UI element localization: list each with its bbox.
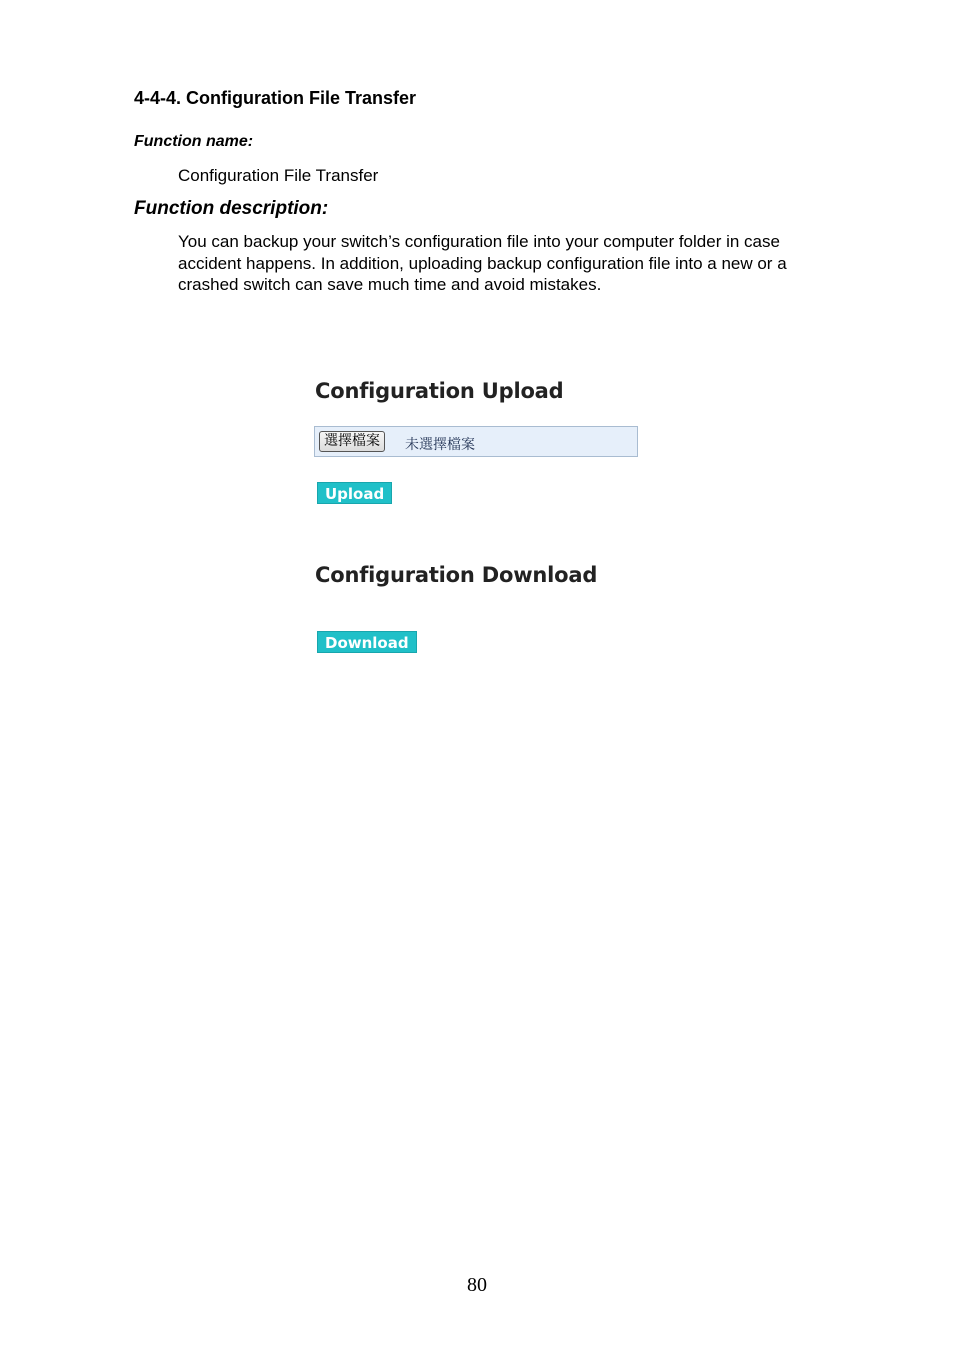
upload-heading: Configuration Upload [315,379,564,403]
no-file-selected-text: 未選擇檔案 [405,437,475,453]
function-description-label: Function description: [134,198,329,219]
download-heading: Configuration Download [315,563,598,587]
upload-button[interactable]: Upload [317,482,392,504]
file-input[interactable] [314,426,638,457]
function-name-value: Configuration File Transfer [178,166,379,185]
choose-file-button[interactable]: 選擇檔案 [319,431,385,452]
page-number: 80 [467,1274,487,1296]
function-description-text: You can backup your switch’s configuration file into your computer folder in case accident happens. In addition, uploading backup configuration file into a new or a crashed switch can save much time and avoid mistakes. [178,232,787,294]
configuration-screenshot [312,372,652,672]
download-button[interactable]: Download [317,631,417,653]
section-title: 4-4-4. Configuration File Transfer [134,88,417,108]
function-name-label: Function name: [134,133,254,150]
